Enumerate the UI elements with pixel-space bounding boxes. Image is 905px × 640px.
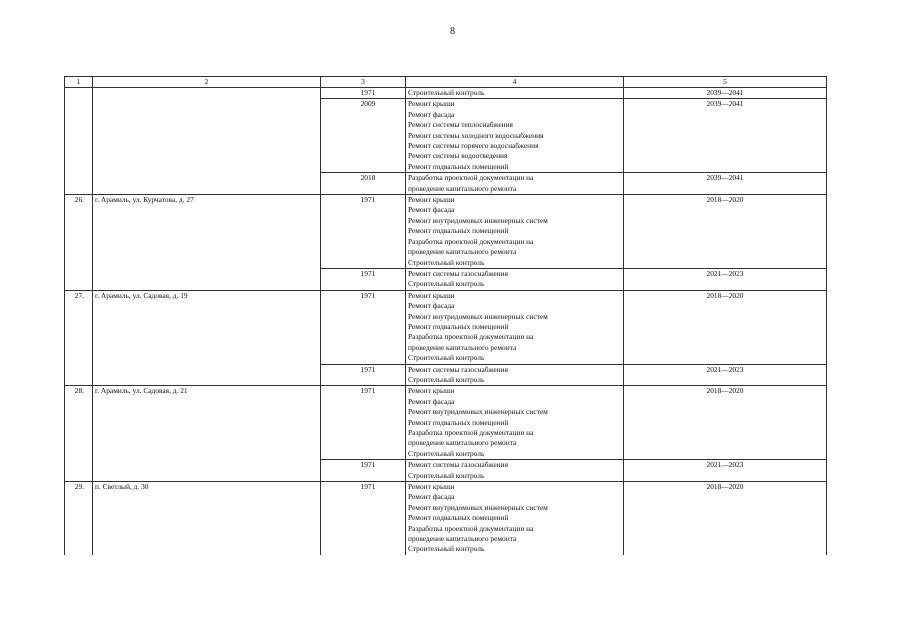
building-number: 27. — [65, 290, 93, 386]
repair-work-item: проведение капитального ремонта — [408, 342, 517, 352]
building-number: 28. — [65, 386, 93, 482]
column-header-3: 3 — [321, 77, 406, 88]
construction-year: 1971 — [321, 195, 406, 269]
repair-work-item: Ремонт внутридомовых инженерных систем — [408, 407, 548, 417]
repair-works — [406, 173, 624, 195]
building-address — [93, 88, 321, 195]
table-row — [65, 290, 827, 364]
building-number — [65, 88, 93, 195]
repair-work-item: Ремонт подвальных помещений — [408, 226, 509, 236]
repair-work-item: Ремонт фасада — [408, 109, 455, 119]
repair-work-item: Ремонт подвальных помещений — [408, 513, 509, 523]
repair-work-item: Ремонт фасада — [408, 301, 455, 311]
construction-year: 1971 — [321, 290, 406, 364]
construction-year: 1971 — [321, 386, 406, 460]
repair-work-item: Ремонт системы газоснабжения — [408, 268, 508, 278]
repair-works — [406, 290, 624, 364]
construction-year: 1971 — [321, 460, 406, 482]
construction-year: 2018 — [321, 173, 406, 195]
repair-works — [406, 88, 624, 99]
repair-work-item: Разработка проектной документации на — [408, 236, 534, 246]
capital-repair-schedule-table — [64, 76, 827, 555]
table-row — [65, 386, 827, 460]
building-address: г. Арамиль, ул. Курчатова, д. 27 — [93, 195, 321, 291]
repair-period: 2018—2020 — [624, 482, 827, 555]
repair-work-item: Ремонт системы газоснабжения — [408, 364, 508, 374]
repair-work-item: Строительный контроль — [408, 353, 485, 363]
repair-work-item: проведение капитального ремонта — [408, 438, 517, 448]
repair-work-item: Разработка проектной документации на — [408, 332, 534, 342]
construction-year: 1971 — [321, 268, 406, 290]
repair-works — [406, 460, 624, 482]
repair-work-item: Строительный контроль — [408, 544, 485, 554]
repair-work-item: Ремонт системы теплоснабжения — [408, 120, 513, 130]
building-number: 26. — [65, 195, 93, 291]
repair-work-item: Ремонт подвальных помещений — [408, 417, 509, 427]
building-address: г. Арамиль, ул. Садовая, д. 21 — [93, 386, 321, 482]
table-row — [65, 195, 827, 269]
repair-work-item: Строительный контроль — [408, 448, 485, 458]
repair-works — [406, 99, 624, 173]
repair-work-item: Разработка проектной документации на — [408, 428, 534, 437]
repair-work-item: Ремонт фасада — [408, 396, 455, 406]
column-header-2: 2 — [93, 77, 321, 88]
column-header-4: 4 — [406, 77, 624, 88]
construction-year: 1971 — [321, 482, 406, 555]
repair-work-item: Ремонт фасада — [408, 205, 455, 215]
repair-work-item: Ремонт внутридомовых инженерных систем — [408, 215, 548, 225]
building-address: г. Арамиль, ул. Садовая, д. 19 — [93, 290, 321, 386]
repair-work-item: Строительный контроль — [408, 374, 485, 384]
repair-works — [406, 268, 624, 290]
repair-works — [406, 364, 624, 386]
building-number: 29. — [65, 482, 93, 555]
construction-year: 2009 — [321, 99, 406, 173]
schedule-table-body — [65, 77, 827, 555]
column-header-5: 5 — [624, 77, 827, 88]
repair-works — [406, 195, 624, 269]
repair-work-item: Ремонт крыши — [408, 99, 455, 109]
construction-year: 1971 — [321, 88, 406, 99]
table-row — [65, 88, 827, 99]
page-number: 8 — [450, 26, 455, 37]
repair-work-item: Ремонт фасада — [408, 492, 455, 502]
repair-period: 2021—2023 — [624, 364, 827, 386]
repair-work-item: Ремонт системы газоснабжения — [408, 460, 508, 470]
repair-work-item: Ремонт внутридомовых инженерных систем — [408, 502, 548, 512]
column-header-1: 1 — [65, 77, 93, 88]
repair-work-item: проведение капитального ремонта — [408, 183, 517, 193]
repair-work-item: Ремонт внутридомовых инженерных систем — [408, 311, 548, 321]
repair-period: 2018—2020 — [624, 290, 827, 364]
repair-work-item: Разработка проектной документации на — [408, 523, 534, 533]
repair-work-item: Строительный контроль — [408, 88, 485, 97]
repair-period: 2018—2020 — [624, 195, 827, 269]
column-number-header-row — [65, 77, 827, 88]
repair-work-item: Строительный контроль — [408, 279, 485, 289]
repair-work-item: Ремонт подвальных помещений — [408, 321, 509, 331]
repair-work-item: Ремонт подвальных помещений — [408, 161, 509, 171]
repair-work-item: проведение капитального ремонта — [408, 534, 517, 544]
repair-work-item: Разработка проектной документации на — [408, 173, 534, 183]
repair-period: 2021—2023 — [624, 268, 827, 290]
repair-work-item: Ремонт крыши — [408, 482, 455, 492]
building-address: п. Светлый, д. 30 — [93, 482, 321, 555]
repair-work-item: Ремонт крыши — [408, 290, 455, 300]
repair-period: 2039—2041 — [624, 88, 827, 99]
repair-period: 2039—2041 — [624, 99, 827, 173]
repair-work-item: Ремонт системы горячего водоснабжения — [408, 141, 539, 151]
repair-work-item: Ремонт крыши — [408, 386, 455, 396]
table-row — [65, 482, 827, 555]
repair-works — [406, 482, 624, 555]
construction-year: 1971 — [321, 364, 406, 386]
repair-period: 2039—2041 — [624, 173, 827, 195]
repair-period: 2021—2023 — [624, 460, 827, 482]
repair-work-item: Ремонт крыши — [408, 195, 455, 205]
repair-works — [406, 386, 624, 460]
repair-work-item: Ремонт системы холодного водоснабжения — [408, 130, 544, 140]
repair-work-item: Строительный контроль — [408, 257, 485, 267]
repair-work-item: проведение капитального ремонта — [408, 247, 517, 257]
repair-work-item: Ремонт системы водоотведения — [408, 151, 508, 161]
repair-period: 2018—2020 — [624, 386, 827, 460]
repair-work-item: Строительный контроль — [408, 470, 485, 480]
